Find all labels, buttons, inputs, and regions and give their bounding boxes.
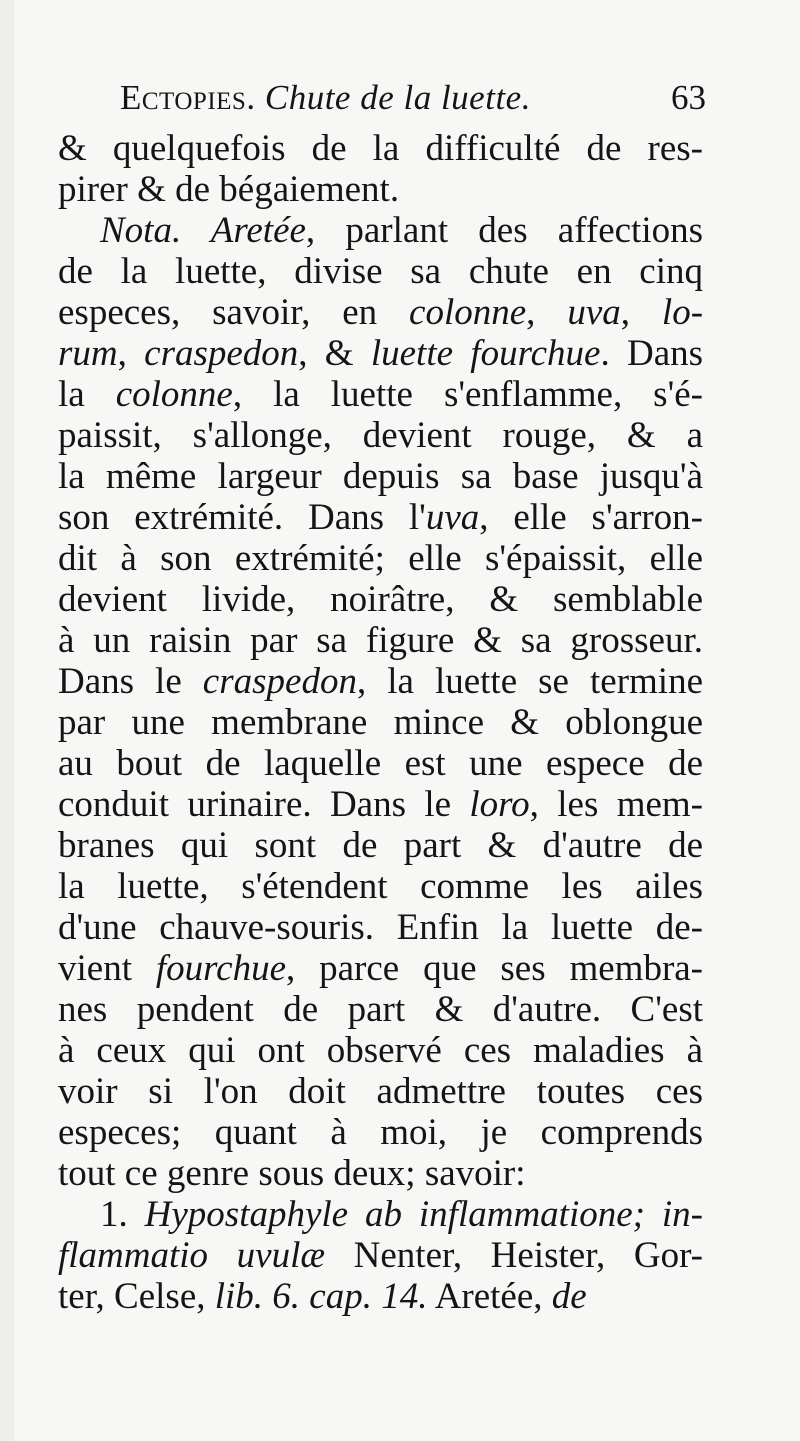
text-line (58, 866, 703, 907)
text-line (58, 456, 703, 497)
text-run: pirer & de bégaiement. (58, 169, 400, 210)
text-line (58, 948, 703, 989)
text-run: , & (298, 333, 371, 374)
text-line (58, 333, 703, 374)
running-head-title: Chute de la luette. (264, 78, 531, 117)
text-run: ter, Celse, (58, 1276, 215, 1317)
text-line (58, 374, 703, 415)
italic-run: luette fourchue (370, 333, 601, 374)
text-run: la luette, s'étendent comme les ailes (58, 866, 703, 907)
text-line (58, 210, 703, 251)
text-run: voir si l'on doit admettre toutes ces (58, 1071, 703, 1112)
text-line (58, 1194, 703, 1235)
text-run: à ceux qui ont observé ces maladies à (58, 1030, 703, 1071)
text-line (58, 1276, 703, 1317)
italic-run: uva (567, 292, 621, 333)
text-run: , la luette se termine (356, 661, 703, 702)
text-run: paissit, s'allonge, devient rouge, & a (58, 415, 703, 456)
italic-run: craspedon (202, 661, 357, 702)
text-line (58, 907, 703, 948)
text-line (58, 579, 703, 620)
text-line (58, 1235, 703, 1276)
text-run: . Dans (600, 333, 704, 374)
text-run: , (526, 292, 568, 333)
italic-run: colonne (115, 374, 233, 415)
text-run: à un raisin par sa figure & sa grosseur. (58, 620, 703, 661)
italic-run: colonne (409, 292, 527, 333)
text-line (58, 702, 703, 743)
text-run: dit à son extrémité; elle s'épaissit, elle (58, 538, 703, 579)
text-run: par une membrane mince & oblongue (58, 702, 703, 743)
text-run: Aretée, (427, 1276, 552, 1317)
text-run: branes qui sont de part & d'autre de (58, 825, 703, 866)
italic-run: Nota. Aretée (100, 210, 306, 251)
text-run: 1. (100, 1194, 145, 1235)
text-run: vient (58, 948, 156, 989)
text-line (58, 989, 703, 1030)
italic-run: flammatio uvulæ (58, 1235, 326, 1276)
text-line (58, 251, 703, 292)
running-head-section: Ectopies (120, 78, 247, 117)
page-number: 63 (671, 78, 706, 117)
text-run: Nenter, Heister, Gor- (325, 1235, 703, 1276)
text-run: la même largeur depuis sa base jusqu'à (58, 456, 703, 497)
text-run: de la luette, divise sa chute en cinq (58, 251, 703, 292)
text-run: , la luette s'enflamme, s'é- (232, 374, 703, 415)
text-line (58, 1071, 703, 1112)
text-line (58, 1112, 703, 1153)
text-run: , les mem- (529, 784, 703, 825)
page-left-edge (0, 0, 14, 1441)
text-run: , parce que ses membra- (286, 948, 704, 989)
text-line (58, 538, 703, 579)
italic-run: uva (425, 497, 480, 538)
text-line (58, 661, 703, 702)
text-run: , elle s'arron- (479, 497, 703, 538)
text-line (58, 620, 703, 661)
text-run: Dans le (58, 661, 203, 702)
text-run: & quelquefois de la difficulté de res- (58, 128, 703, 169)
running-head (120, 78, 531, 117)
italic-run: lo- (661, 292, 704, 333)
italic-run: de (551, 1276, 587, 1317)
text-line (58, 415, 703, 456)
text-line (58, 784, 703, 825)
text-run: devient livide, noirâtre, & semblable (58, 579, 703, 620)
running-head-separator: . (246, 78, 265, 117)
text-run: especes, savoir, en (58, 292, 410, 333)
italic-run: Hypostaphyle ab inflammatione; in- (144, 1194, 703, 1235)
text-run: tout ce genre sous deux; savoir: (58, 1153, 526, 1194)
text-run: conduit urinaire. Dans le (58, 784, 470, 825)
text-run: d'une chauve-souris. Enfin la luette de- (58, 907, 703, 948)
text-line (58, 128, 703, 169)
text-line (58, 292, 703, 333)
text-line (58, 825, 703, 866)
text-line (58, 1030, 703, 1071)
text-run: au bout de laquelle est une espece de (58, 743, 703, 784)
italic-run: loro (469, 784, 530, 825)
text-run: la (58, 374, 116, 415)
text-run: , (620, 292, 662, 333)
italic-run: lib. 6. cap. 14. (214, 1276, 428, 1317)
text-run: nes pendent de part & d'autre. C'est (58, 989, 703, 1030)
italic-run: fourchue (155, 948, 287, 989)
text-body (58, 128, 703, 1317)
italic-run: rum (58, 333, 118, 374)
italic-run: craspedon (144, 333, 299, 374)
text-run: , (117, 333, 145, 374)
text-run: , parlant des affections (305, 210, 704, 251)
text-line (58, 743, 703, 784)
text-line (58, 497, 703, 538)
text-line (58, 1153, 703, 1194)
text-run: especes; quant à moi, je comprends (58, 1112, 703, 1153)
text-run: son extrémité. Dans l' (58, 497, 426, 538)
text-line (58, 169, 703, 210)
page-header (120, 78, 710, 122)
